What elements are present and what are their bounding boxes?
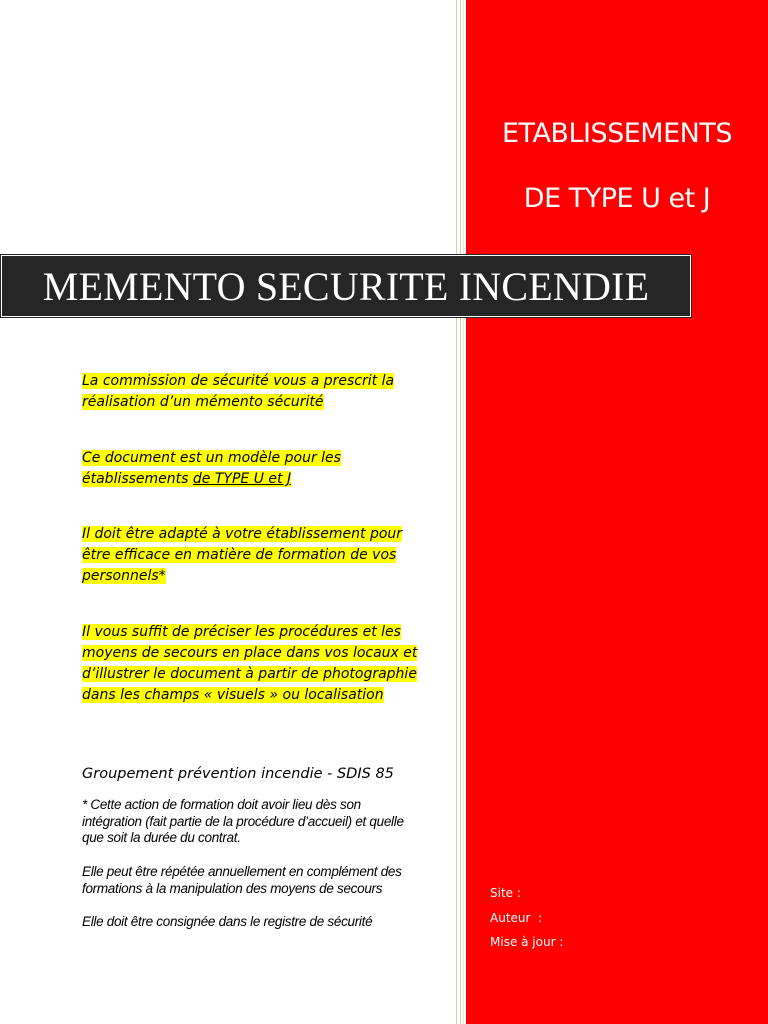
footnote-3: Elle doit être consignée dans le registre de sécurité bbox=[82, 914, 373, 929]
highlighted-text bbox=[82, 450, 341, 487]
underlined-type-text: de TYPE U et J bbox=[192, 471, 292, 487]
intro-paragraph-2 bbox=[82, 448, 382, 490]
highlighted-text: Il vous suffit de préciser les procédures et les moyens de secours en place dans vos locaux et d’illustrer le document à partir de photographie dans les champs « visuels » ou localisation bbox=[82, 624, 418, 703]
footnote-1: * Cette action de formation doit avoir lieu dès son intégration (fait partie de la procédure d’accueil) et quelle que soit la durée du contrat. bbox=[82, 797, 404, 845]
site-field-label: Site : bbox=[490, 886, 521, 900]
establishment-title-line1: ETABLISSEMENTS bbox=[502, 118, 732, 149]
footnote-2: Elle peut être répétée annuellement en complément des formations à la manipulation des moyens de secours bbox=[82, 864, 402, 896]
divider-line bbox=[463, 0, 464, 1024]
page-title: MEMENTO SECURITE INCENDIE bbox=[42, 264, 650, 309]
divider-line bbox=[460, 0, 461, 1024]
intro-paragraph-4 bbox=[82, 622, 422, 706]
highlighted-text: La commission de sécurité vous a prescrit la réalisation d’un mémento sécurité bbox=[82, 373, 395, 410]
establishment-title-line2: DE TYPE U et J bbox=[523, 183, 711, 214]
title-banner bbox=[1, 255, 691, 317]
intro-paragraph-3 bbox=[82, 524, 412, 587]
author-field-label: Auteur : bbox=[490, 911, 543, 925]
author-group: Groupement prévention incendie - SDIS 85 bbox=[82, 766, 394, 782]
red-side-panel bbox=[466, 0, 768, 1024]
paragraph-text: Ce document est un modèle pour les établissements bbox=[82, 450, 341, 487]
divider-line bbox=[456, 0, 457, 1024]
highlighted-text: Il doit être adapté à votre établissement pour être efficace en matière de formation de vos personnels* bbox=[82, 526, 403, 584]
update-field-label: Mise à jour : bbox=[490, 935, 564, 949]
intro-paragraph-1 bbox=[82, 371, 422, 413]
